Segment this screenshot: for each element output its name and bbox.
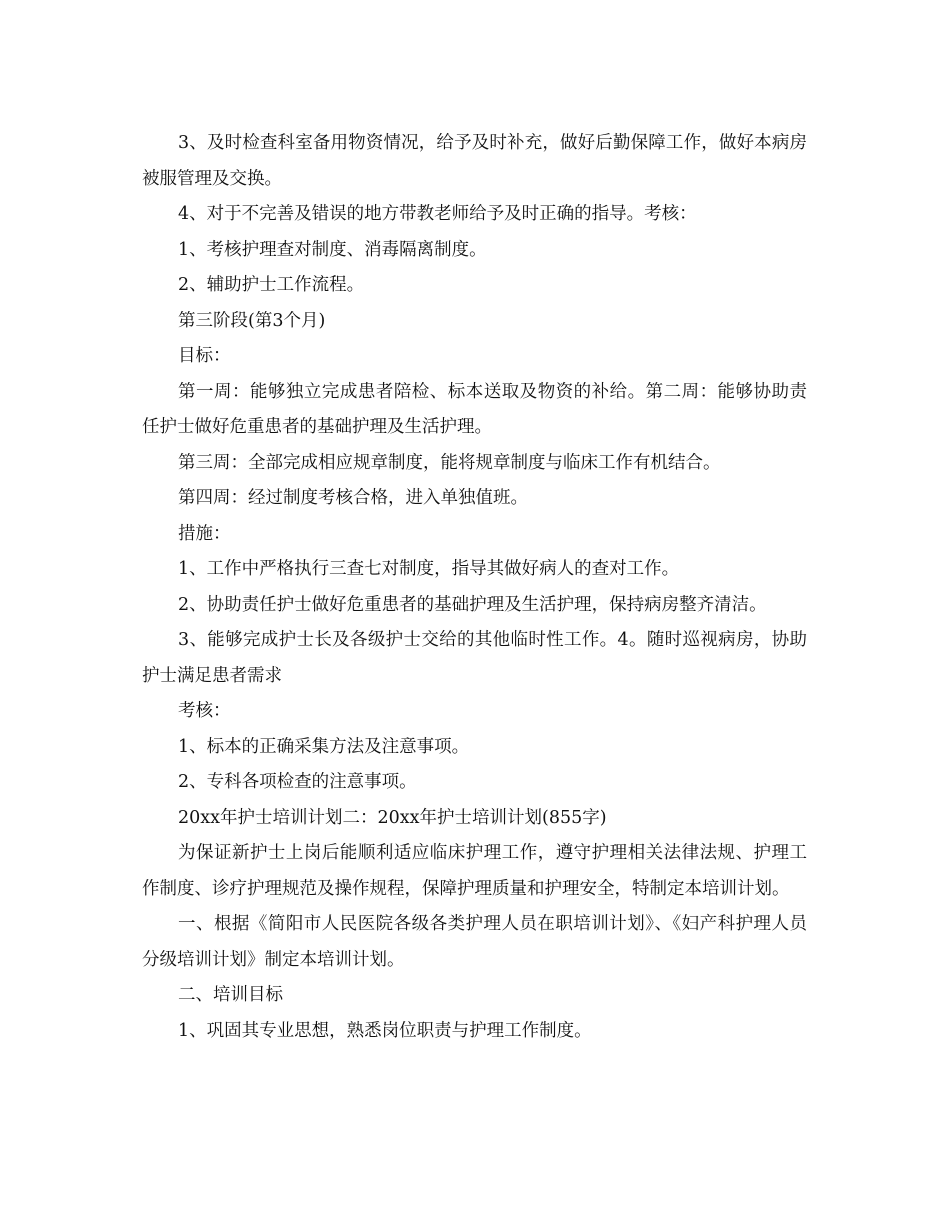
paragraph: 2、协助责任护士做好危重患者的基础护理及生活护理，保持病房整齐清洁。 (178, 594, 767, 615)
paragraph: 一、根据《简阳市人民医院各级各类护理人员在职培训计划》、《妇产科护理人员分级培训计划》制定本培训计划。 (142, 914, 807, 970)
paragraph: 2、辅助护士工作流程。 (178, 275, 365, 295)
paragraph: 4、对于不完善及错误的地方带教老师给予及时正确的指导。考核： (178, 204, 697, 224)
paragraph: 2、专科各项检查的注意事项。 (178, 772, 417, 792)
paragraph: 第一周：能够独立完成患者陪检、标本送取及物资的补给。第二周：能够协助责任护士做好危重患者的基础护理及生活护理。 (142, 381, 807, 437)
paragraph: 第三周：全部完成相应规章制度，能将规章制度与临床工作有机结合。 (178, 452, 721, 473)
paragraph: 1、标本的正确采集方法及注意事项。 (178, 736, 470, 757)
paragraph: 1、巩固其专业思想，熟悉岗位职责与护理工作制度。 (178, 1020, 592, 1041)
section-heading: 第三阶段(第3个月) (178, 310, 326, 331)
section-heading: 二、培训目标 (178, 985, 283, 1005)
paragraph: 1、工作中严格执行三查七对制度，指导其做好病人的查对工作。 (178, 559, 680, 579)
paragraph: 3、及时检查科室备用物资情况，给予及时补充，做好后勤保障工作，做好本病房被服管理及交换。 (142, 133, 807, 189)
document-body (142, 126, 807, 1049)
section-heading: 20xx年护士培训计划二：20xx年护士培训计划(855字) (178, 807, 607, 828)
paragraph: 3、能够完成护士长及各级护士交给的其他临时性工作。4。随时巡视病房，协助护士满足患者需求 (142, 630, 807, 686)
paragraph: 目标： (178, 346, 231, 366)
paragraph: 措施： (178, 523, 231, 544)
paragraph: 为保证新护士上岗后能顺利适应临床护理工作，遵守护理相关法律法规、护理工作制度、诊疗护理规范及操作规程，保障护理质量和护理安全，特制定本培训计划。 (142, 843, 807, 899)
paragraph: 考核： (178, 701, 231, 721)
paragraph: 第四周：经过制度考核合格，进入单独值班。 (178, 488, 528, 508)
paragraph: 1、考核护理查对制度、消毒隔离制度。 (178, 239, 487, 260)
